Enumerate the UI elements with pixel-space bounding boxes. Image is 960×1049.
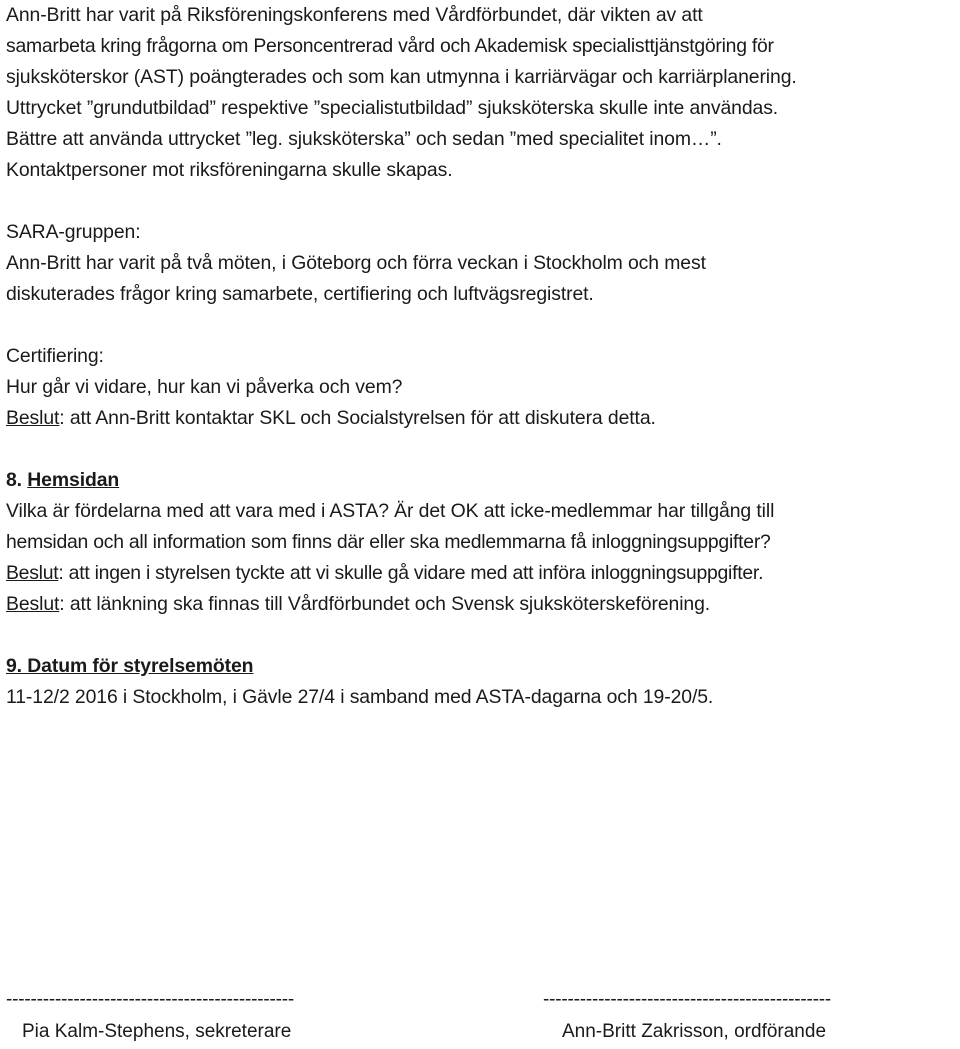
beslut-label: Beslut	[6, 593, 60, 615]
section-9	[6, 651, 956, 713]
intro-line: Bättre att använda uttrycket ”leg. sjuksköterska” och sedan ”med specialitet inom…”.	[6, 128, 722, 150]
signature-name-left: Pia Kalm-Stephens, sekreterare	[22, 1021, 292, 1042]
sara-section	[6, 217, 956, 310]
section-9-line: 11-12/2 2016 i Stockholm, i Gävle 27/4 i samband med ASTA-dagarna och 19-20/5.	[6, 686, 714, 708]
beslut-label: Beslut	[6, 407, 60, 429]
certifiering-question: Hur går vi vidare, hur kan vi påverka och vem?	[6, 376, 403, 398]
document-body	[6, 0, 956, 713]
section-8-title: Hemsidan	[27, 469, 120, 491]
section-8-beslut	[6, 589, 956, 620]
certifiering-section	[6, 341, 956, 434]
intro-paragraph	[6, 0, 956, 186]
beslut-label: Beslut	[6, 562, 59, 584]
intro-line: samarbeta kring frågorna om Personcentrerad vård och Akademisk specialisttjänstgöring för	[6, 35, 774, 57]
beslut-text: : att Ann-Britt kontaktar SKL och Socialstyrelsen för att diskutera detta.	[59, 407, 656, 429]
signature-left	[6, 984, 294, 1048]
sara-line: Ann-Britt har varit på två möten, i Göteborg och förra veckan i Stockholm och mest	[6, 252, 706, 274]
sara-heading: SARA-gruppen:	[6, 221, 141, 243]
intro-line: sjuksköterskor (AST) poängterades och som kan utmynna i karriärvägar och karriärplanering.	[6, 66, 797, 88]
section-8	[6, 465, 956, 620]
signature-name-right: Ann-Britt Zakrisson, ordförande	[562, 1021, 827, 1042]
section-8-line: Vilka är fördelarna med att vara med i ASTA? Är det OK att icke-medlemmar har tillgång till	[6, 500, 775, 522]
beslut-text: : att länkning ska finnas till Vårdförbundet och Svensk sjuksköterskeförening.	[59, 593, 711, 615]
section-8-heading	[6, 465, 956, 496]
sara-line: diskuterades frågor kring samarbete, certifiering och luftvägsregistret.	[6, 283, 594, 305]
section-8-number: 8.	[6, 469, 22, 491]
signature-line-left: -----------------------------------------------	[6, 989, 294, 1010]
section-9-heading: 9. Datum för styrelsemöten	[6, 655, 254, 677]
signature-line-right: -----------------------------------------------	[543, 989, 831, 1010]
section-8-beslut	[6, 558, 956, 589]
intro-line: Ann-Britt har varit på Riksföreningskonferens med Vårdförbundet, där vikten av att	[6, 4, 703, 26]
beslut-text: : att ingen i styrelsen tyckte att vi skulle gå vidare med att införa inloggningsuppgifter.	[58, 562, 764, 584]
section-8-line: hemsidan och all information som finns där eller ska medlemmarna få inloggningsuppgifter?	[6, 531, 771, 553]
signature-right	[543, 984, 831, 1048]
certifiering-heading: Certifiering:	[6, 345, 104, 367]
intro-line: Kontaktpersoner mot riksföreningarna skulle skapas.	[6, 159, 453, 181]
intro-line: Uttrycket ”grundutbildad” respektive ”specialistutbildad” sjuksköterska skulle inte användas.	[6, 97, 779, 119]
certifiering-beslut	[6, 403, 956, 434]
